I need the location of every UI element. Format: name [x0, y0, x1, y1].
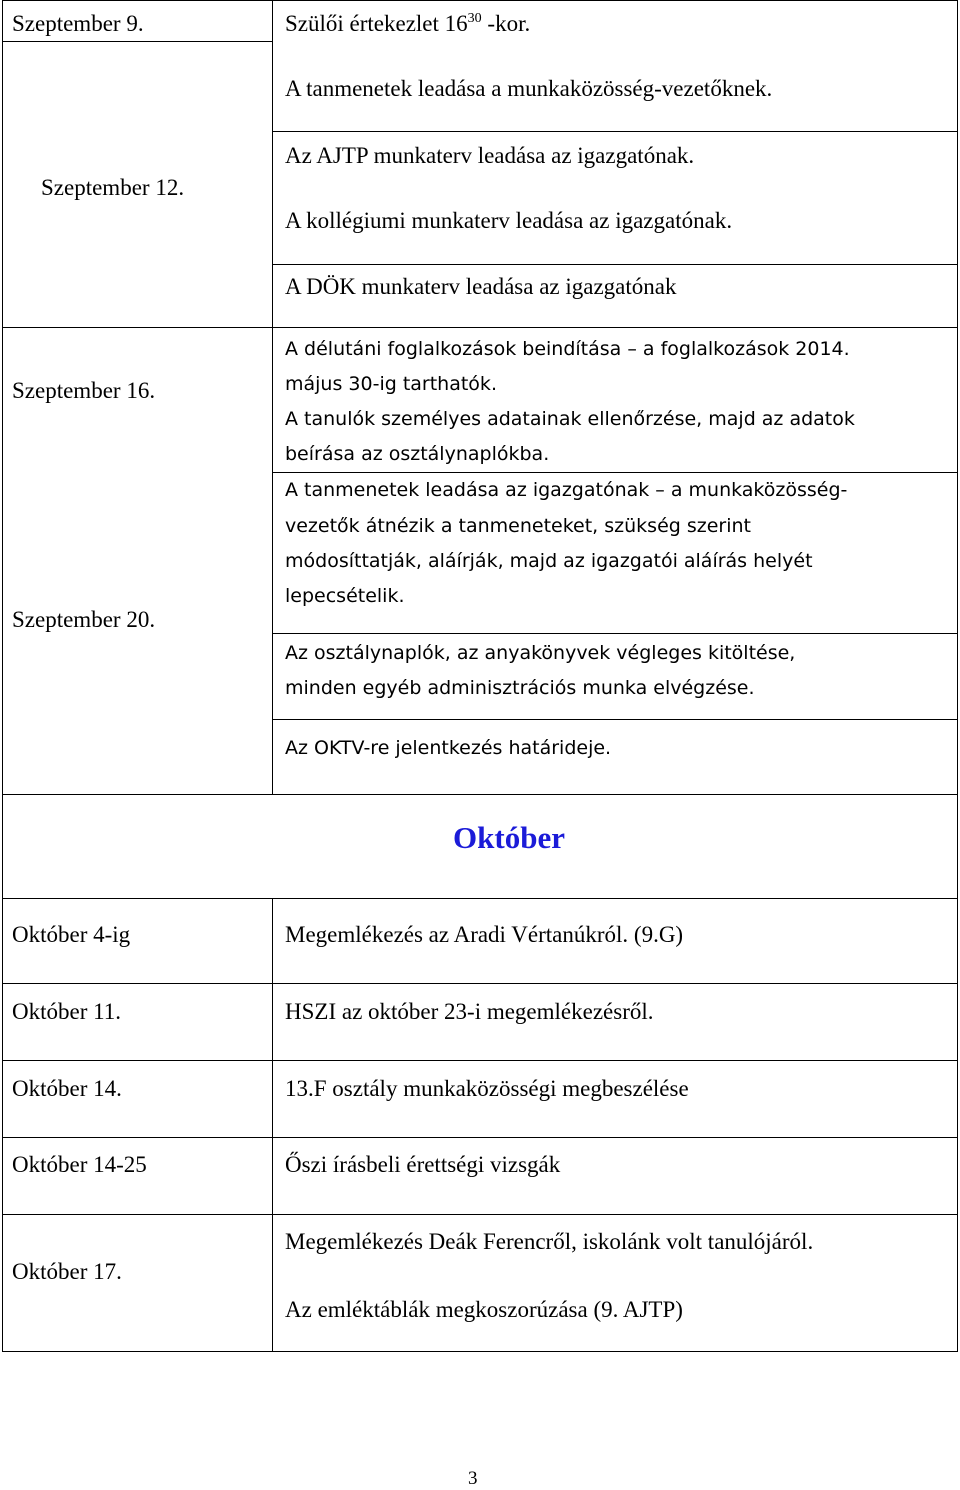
column-divider-top [272, 0, 273, 794]
event-curriculum-to-principal-line3: módosíttatják, aláírják, majd az igazgatói aláírás helyét [285, 550, 813, 572]
event-ajtp-plan: Az AJTP munkaterv leadása az igazgatónak. [285, 143, 695, 168]
row-divider [272, 633, 958, 634]
event-arad-martyrs: Megemlékezés az Aradi Vértanúkról. (9.G) [285, 922, 684, 947]
event-afternoon-activities-line2: május 30-ig tarthatók. [285, 373, 497, 395]
event-parent-meeting-tail: -kor. [481, 11, 531, 36]
event-student-data-line2: beírása az osztálynaplókba. [285, 443, 550, 465]
event-student-data-line1: A tanulók személyes adatainak ellenőrzése, majd az adatok [285, 408, 855, 430]
column-divider-bottom [272, 898, 273, 1351]
date-oct-11: Október 11. [12, 999, 122, 1024]
date-oct-4: Október 4-ig [12, 922, 131, 947]
date-sept-12: Szeptember 12. [41, 175, 185, 200]
event-oktv-deadline: Az OKTV-re jelentkezés határideje. [285, 737, 612, 759]
date-oct-14-25: Október 14-25 [12, 1152, 147, 1177]
date-oct-17: Október 17. [12, 1259, 122, 1284]
row-divider [2, 1214, 958, 1215]
event-afternoon-activities-line1: A délutáni foglalkozások beindítása – a foglalkozások 2014. [285, 338, 850, 360]
row-divider [2, 41, 273, 42]
row-divider [272, 472, 958, 473]
date-sept-16: Szeptember 16. [12, 378, 156, 403]
date-sept-20: Szeptember 20. [12, 607, 156, 632]
table-border-right [957, 0, 958, 1351]
row-divider [2, 898, 958, 899]
table-border-left [2, 0, 3, 1351]
event-dok-plan: A DÖK munkaterv leadása az igazgatónak [285, 274, 677, 299]
event-autumn-exams: Őszi írásbeli érettségi vizsgák [285, 1152, 561, 1177]
date-oct-14: Október 14. [12, 1076, 122, 1101]
event-curriculum-to-principal-line4: lepecsételik. [285, 585, 405, 607]
event-parent-meeting-minutes: 30 [467, 11, 482, 26]
event-hszi: HSZI az október 23-i megemlékezésről. [285, 999, 654, 1024]
row-divider [272, 719, 958, 720]
page-number: 3 [468, 1468, 478, 1489]
row-divider [2, 0, 958, 1]
date-sept-9: Szeptember 9. [12, 11, 144, 36]
event-class-registers-line1: Az osztálynaplók, az anyakönyvek végleges kitöltése, [285, 642, 796, 664]
row-divider [2, 983, 958, 984]
event-memorial-wreath: Az emléktáblák megkoszorúzása (9. AJTP) [285, 1297, 683, 1322]
event-dormitory-plan: A kollégiumi munkaterv leadása az igazgatónak. [285, 208, 733, 233]
row-divider [2, 1060, 958, 1061]
row-divider [2, 327, 958, 328]
row-divider [2, 1137, 958, 1138]
event-deak-ferenc: Megemlékezés Deák Ferencről, iskolánk volt tanulójáról. [285, 1229, 814, 1254]
event-curriculum-to-leaders: A tanmenetek leadása a munkaközösség-vezetőknek. [285, 76, 773, 101]
month-heading-october: Október [453, 820, 565, 855]
row-divider [2, 1351, 958, 1352]
event-parent-meeting-text: Szülői értekezlet 16 [285, 11, 468, 36]
event-curriculum-to-principal-line2: vezetők átnézik a tanmeneteket, szükség szerint [285, 515, 752, 537]
event-parent-meeting [285, 11, 530, 37]
event-class-registers-line2: minden egyéb adminisztrációs munka elvégzése. [285, 677, 755, 699]
event-13f-meeting: 13.F osztály munkaközösségi megbeszélése [285, 1076, 689, 1101]
row-divider [272, 264, 958, 265]
row-divider [2, 794, 958, 795]
event-curriculum-to-principal-line1: A tanmenetek leadása az igazgatónak – a munkaközösség- [285, 479, 848, 501]
row-divider [272, 131, 958, 132]
